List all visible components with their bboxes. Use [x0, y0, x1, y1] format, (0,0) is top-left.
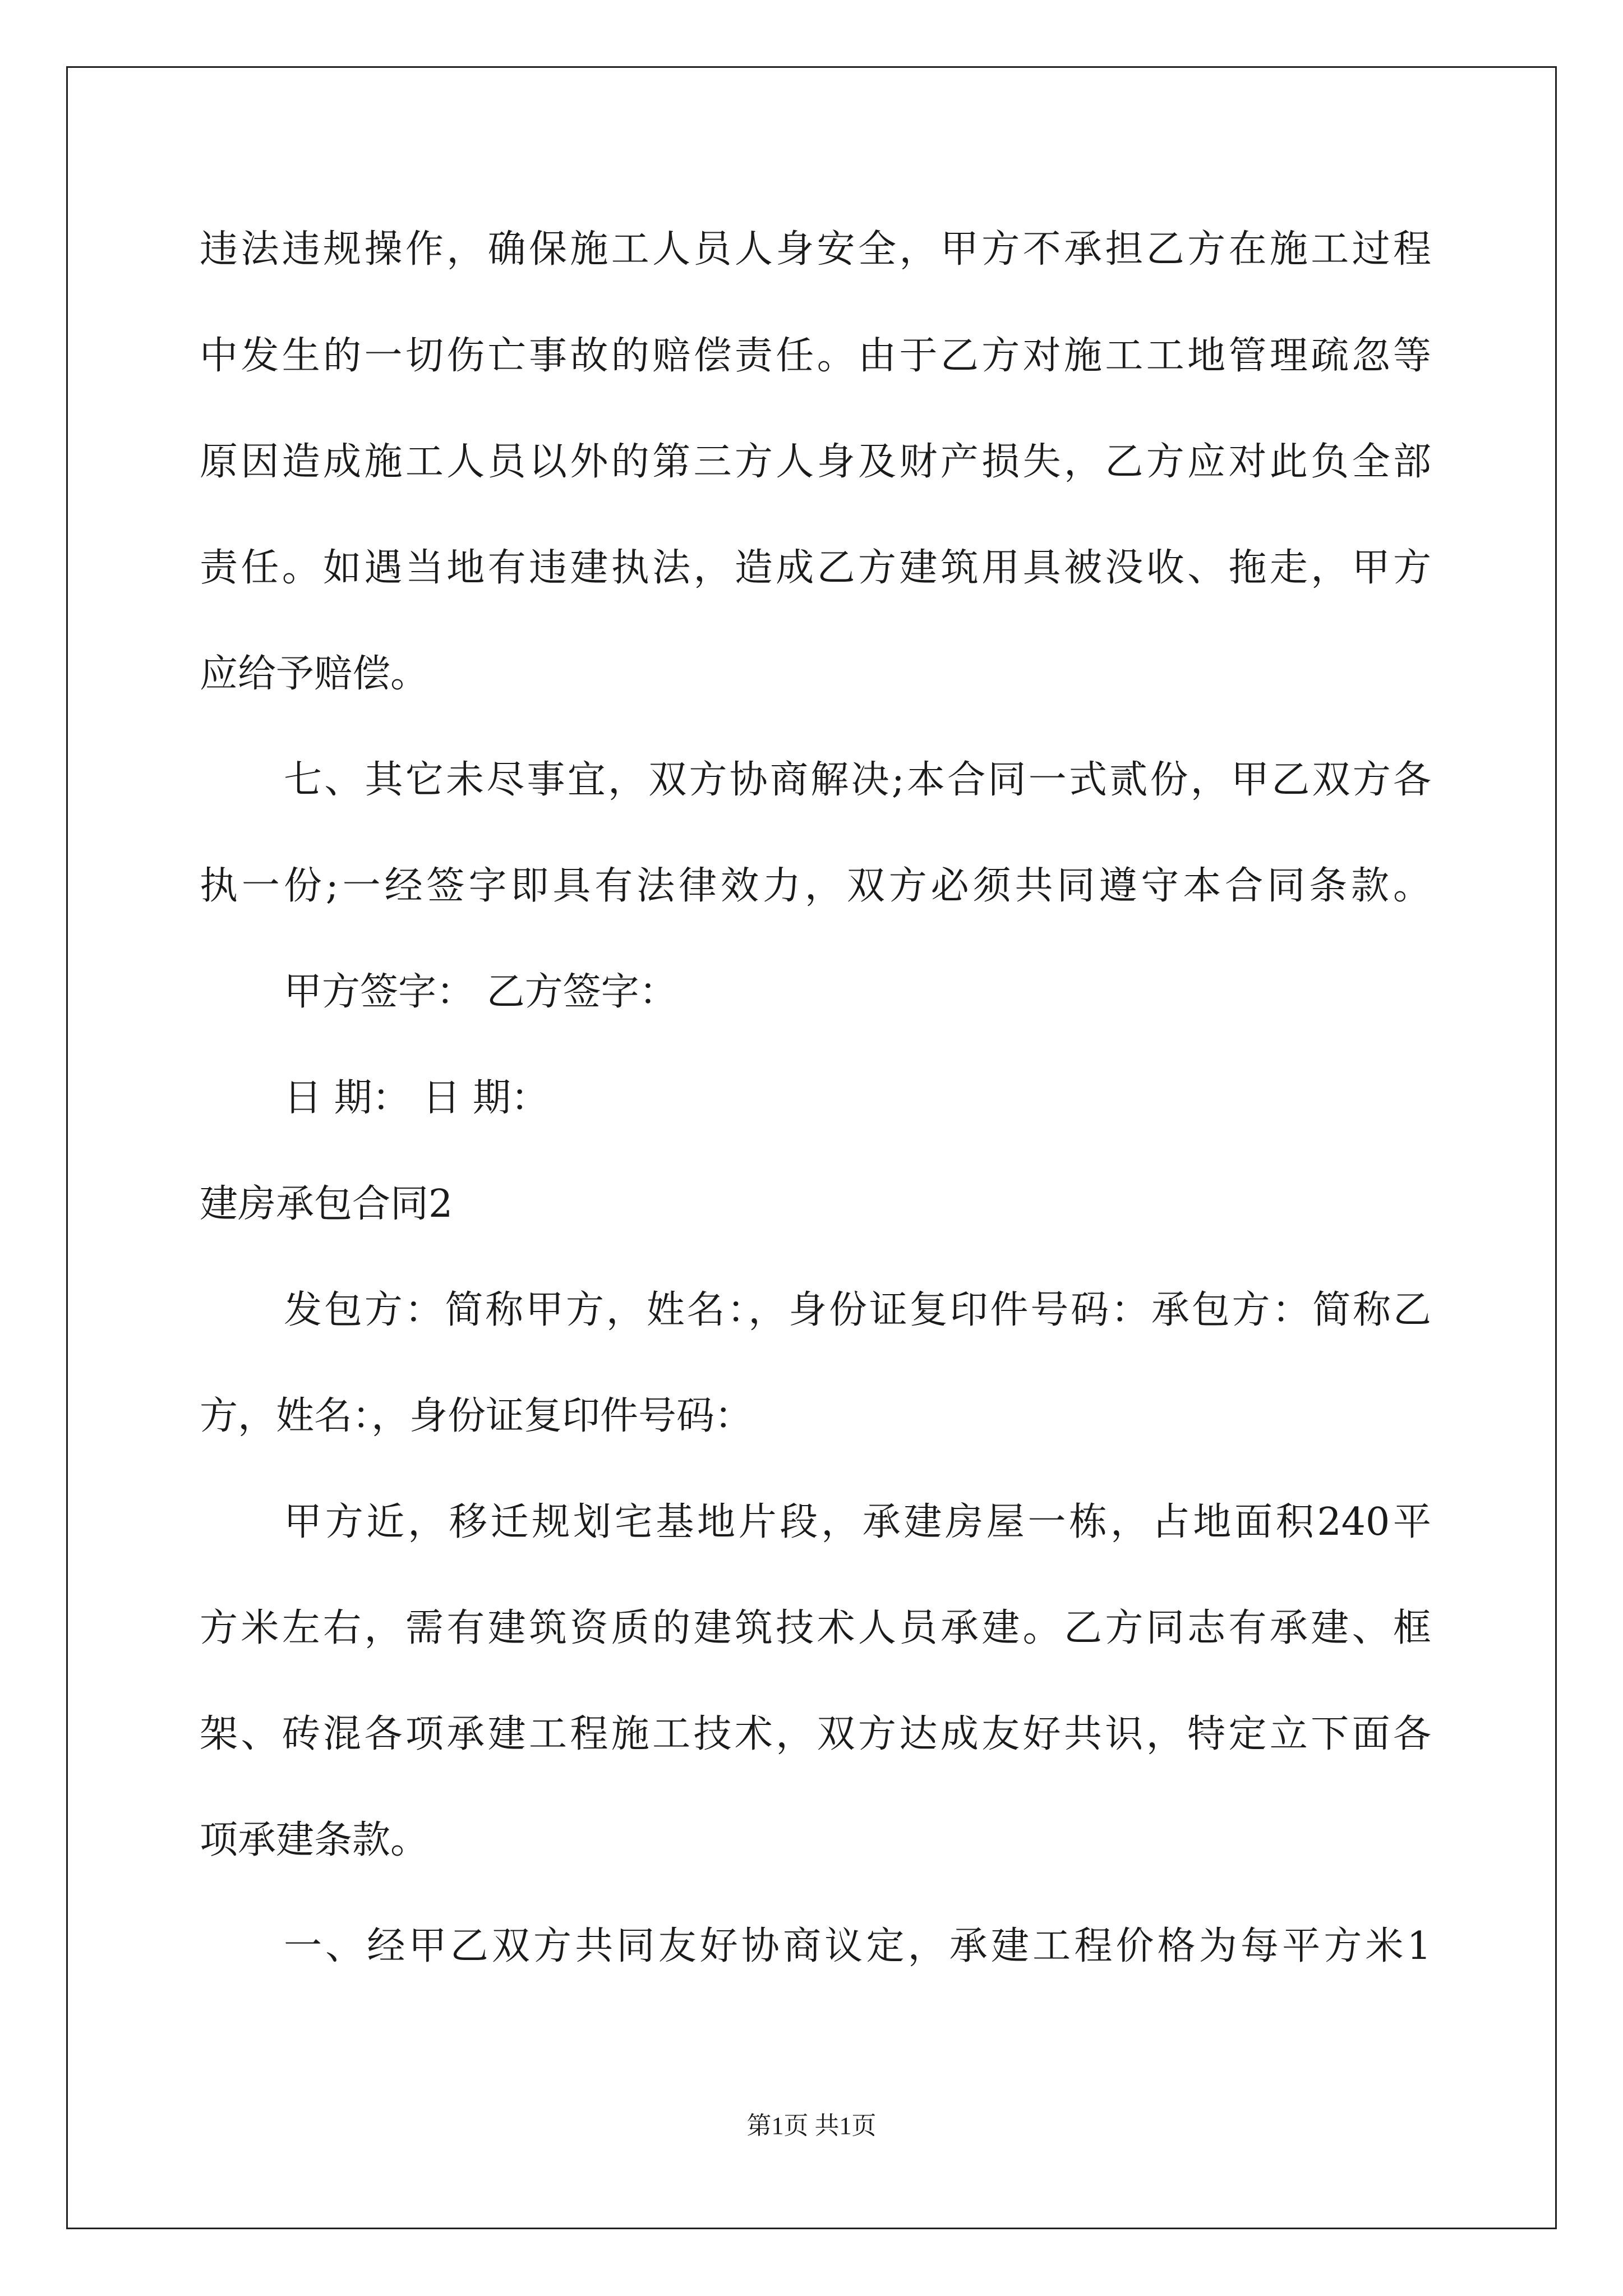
text-line: 甲方近，移迁规划宅基地片段，承建房屋一栋，占地面积240平 [284, 1500, 1431, 1544]
text-line: 执一份;一经签字即具有法律效力，双方必须共同遵守本合同条款。 [200, 864, 1431, 908]
text-line: 责任。如遇当地有违建执法，造成乙方建筑用具被没收、拖走，甲方 [200, 546, 1431, 590]
text-line: 七、其它未尽事宜，双方协商解决;本合同一式贰份，甲乙双方各 [284, 758, 1431, 802]
page-footer: 第1页 共1页 [746, 2112, 877, 2139]
text-line: 应给予赔偿。 [200, 652, 429, 696]
page-border [66, 66, 1557, 2229]
text-line: 项承建条款。 [200, 1818, 429, 1862]
text-line: 方，姓名：，身份证复印件号码： [200, 1394, 753, 1438]
date-line: 日 期： 日 期： [284, 1076, 549, 1120]
signature-line: 甲方签字： 乙方签字： [284, 970, 677, 1014]
text-line: 发包方：简称甲方，姓名：，身份证复印件号码：承包方：简称乙 [284, 1288, 1431, 1332]
text-line: 中发生的一切伤亡事故的赔偿责任。由于乙方对施工工地管理疏忽等 [200, 334, 1431, 378]
text-line: 方米左右，需有建筑资质的建筑技术人员承建。乙方同志有承建、框 [200, 1606, 1431, 1650]
text-line: 违法违规操作，确保施工人员人身安全，甲方不承担乙方在施工过程 [200, 227, 1431, 272]
text-line: 一、经甲乙双方共同友好协商议定，承建工程价格为每平方米1 [284, 1924, 1431, 1968]
text-line: 架、砖混各项承建工程施工技术，双方达成友好共识，特定立下面各 [200, 1712, 1431, 1756]
section-title: 建房承包合同2 [200, 1182, 453, 1226]
text-line: 原因造成施工人员以外的第三方人身及财产损失，乙方应对此负全部 [200, 440, 1431, 484]
